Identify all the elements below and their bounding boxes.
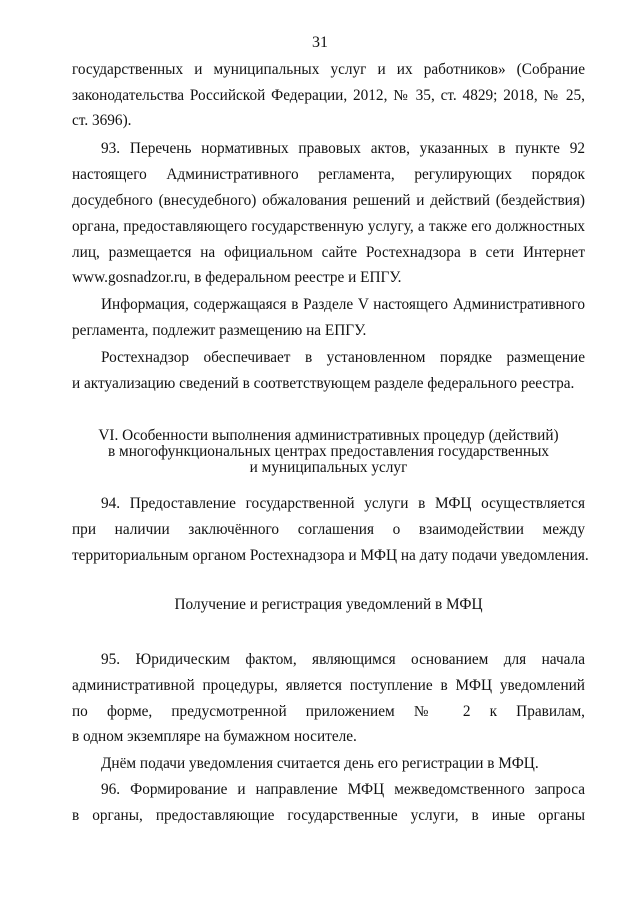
paragraph-96-line: 96. Формирование и направление МФЦ межведомственного запроса	[101, 781, 585, 798]
text-line: административной процедуры, является поступление в МФЦ уведомлений	[72, 677, 585, 694]
paragraph-submission-day: Днём подачи уведомления считается день его регистрации в МФЦ.	[101, 755, 539, 772]
section-heading-line: и муниципальных услуг	[249, 459, 408, 476]
section-heading-line: в многофункциональных центрах предоставления государственных	[108, 443, 549, 460]
paragraph-rostekhnadzor-line: Ростехнадзор обеспечивает в установленном порядке размещение	[101, 349, 585, 366]
text-line: www.gosnadzor.ru, в федеральном реестре и ЕПГУ.	[72, 269, 402, 286]
subsection-heading: Получение и регистрация уведомлений в МФЦ	[174, 596, 483, 613]
page-number: 31	[312, 34, 328, 51]
text-line: государственных и муниципальных услуг и их работников» (Собрание	[72, 61, 585, 78]
text-line: при наличии заключённого соглашения о взаимодействии между	[72, 521, 585, 538]
text-line: и актуализацию сведений в соответствующем разделе федерального реестра.	[72, 375, 575, 392]
text-line: по форме, предусмотренной приложением № 2 к Правилам,	[72, 703, 585, 720]
text-line: в одном экземпляре на бумажном носителе.	[72, 728, 357, 745]
text-line: законодательства Российской Федерации, 2012, № 35, ст. 4829; 2018, № 25,	[72, 87, 585, 104]
text-line: настоящего Административного регламента, регулирующих порядок	[72, 166, 585, 183]
text-line: органа, предоставляющего государственную услугу, а также его должностных	[72, 218, 585, 235]
text-line: лиц, размещается на официальном сайте Ростехнадзора в сети Интернет	[72, 244, 585, 261]
text-line: досудебного (внесудебного) обжалования решений и действий (бездействия)	[72, 192, 585, 209]
text-line: ст. 3696).	[72, 112, 132, 129]
paragraph-94-line: 94. Предоставление государственной услуги в МФЦ осуществляется	[101, 495, 585, 512]
text-line: территориальным органом Ростехнадзора и МФЦ на дату подачи уведомления.	[72, 547, 589, 564]
text-line: в органы, предоставляющие государственные услуги, в иные органы	[72, 807, 585, 824]
paragraph-info-line: Информация, содержащаяся в Разделе V настоящего Административного	[101, 296, 585, 313]
text-line: регламента, подлежит размещению на ЕПГУ.	[72, 322, 367, 339]
paragraph-95-line: 95. Юридическим фактом, являющимся основанием для начала	[101, 651, 585, 668]
section-heading-line: VI. Особенности выполнения административных процедур (действий)	[98, 427, 559, 444]
paragraph-93-line: 93. Перечень нормативных правовых актов, указанных в пункте 92	[101, 140, 585, 157]
